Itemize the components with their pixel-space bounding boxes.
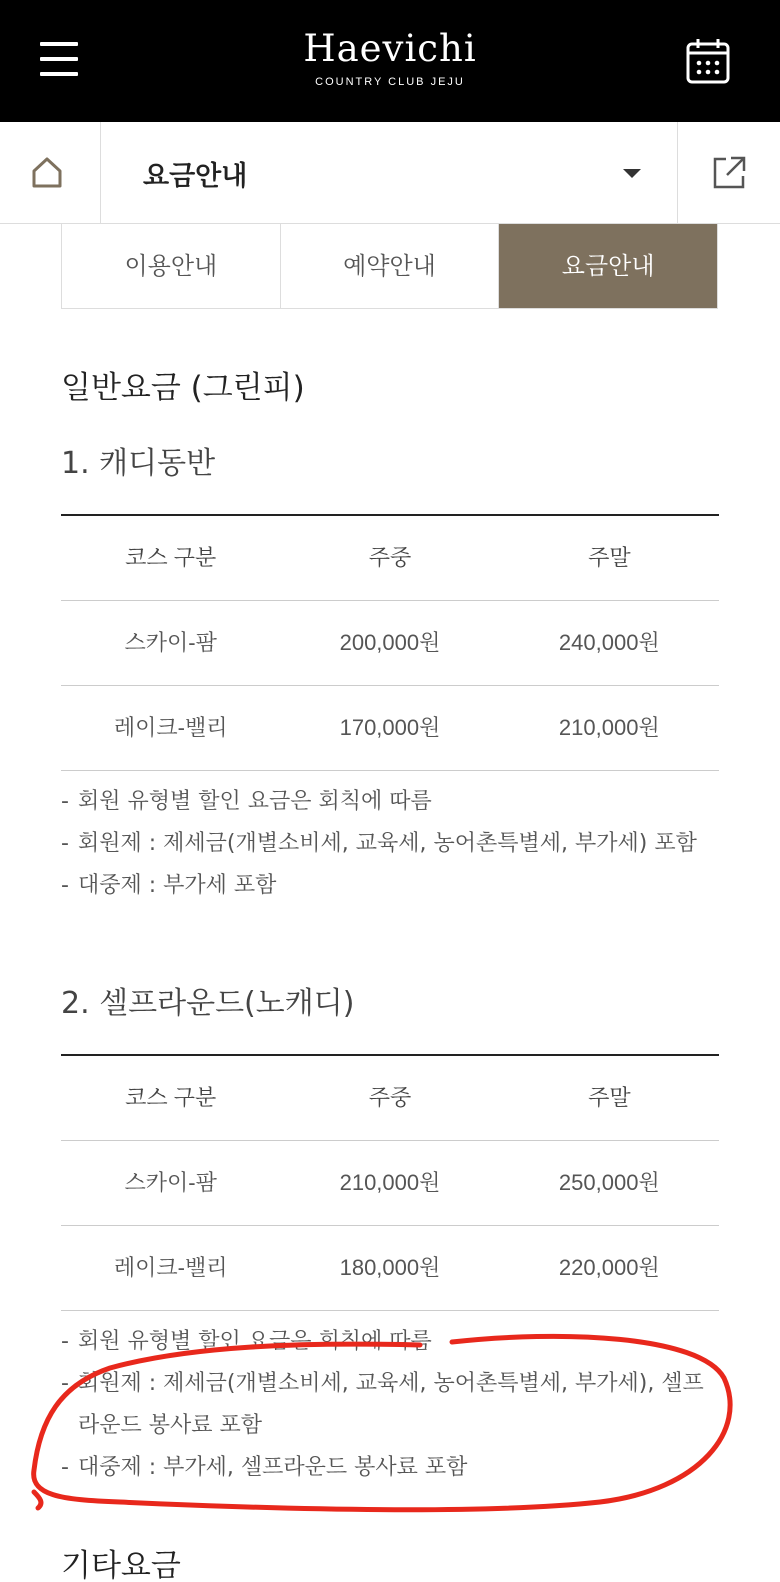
subnav-title[interactable]: 요금안내 <box>143 161 248 192</box>
logo-subtitle: COUNTRY CLUB JEJU <box>315 76 465 88</box>
table-row <box>61 686 719 771</box>
column-header: 주중 <box>368 1085 412 1110</box>
column-header: 코스 구분 <box>125 1085 217 1110</box>
column-header: 주중 <box>368 545 412 570</box>
self-round-notes <box>61 1321 721 1489</box>
weekday-fee: 170,000원 <box>339 715 441 740</box>
sub-navigation <box>0 122 780 224</box>
tab-fee-info[interactable]: 요금안내 <box>499 224 717 308</box>
home-button[interactable] <box>0 122 101 223</box>
course-name: 스카이-팜 <box>124 1170 217 1195</box>
share-button[interactable] <box>677 122 780 223</box>
course-name: 스카이-팜 <box>124 630 217 655</box>
info-tabs <box>61 224 718 309</box>
caddie-notes <box>61 781 721 907</box>
tab-reservation-info[interactable]: 예약안내 <box>281 224 500 308</box>
club-logo[interactable] <box>0 28 780 88</box>
chevron-down-icon[interactable] <box>623 169 641 178</box>
note-item: - 회원제 : 제세금(개별소비세, 교육세, 농어촌특별세, 부가세) 포함 <box>61 823 721 865</box>
weekend-fee: 240,000원 <box>558 630 660 655</box>
caddie-title: 1. 캐디동반 <box>61 446 216 481</box>
column-header: 코스 구분 <box>125 545 217 570</box>
other-fees-title: 기타요금 <box>61 1548 181 1582</box>
top-header-bar <box>0 0 780 122</box>
tab-usage-info[interactable]: 이용안내 <box>62 224 281 308</box>
table-row <box>61 601 719 686</box>
table-row <box>61 1141 719 1226</box>
column-header: 주말 <box>588 545 631 570</box>
table-header-row <box>61 516 719 601</box>
external-link-icon <box>711 155 747 191</box>
course-name: 레이크-밸리 <box>113 1255 228 1280</box>
table-header-row <box>61 1056 719 1141</box>
note-item: - 회원제 : 제세금(개별소비세, 교육세, 농어촌특별세, 부가세), 셀프라운드 봉사료 포함 <box>61 1363 721 1447</box>
weekend-fee: 220,000원 <box>558 1255 660 1280</box>
note-item: - 회원 유형별 할인 요금은 회칙에 따름 <box>61 781 721 823</box>
weekday-fee: 180,000원 <box>339 1255 441 1280</box>
table-row <box>61 1226 719 1311</box>
logo-title: Haevichi <box>303 27 477 70</box>
weekend-fee: 210,000원 <box>558 715 660 740</box>
section-title: 일반요금 (그린피) <box>61 370 305 406</box>
calendar-icon[interactable] <box>686 38 730 84</box>
note-item: - 회원 유형별 할인 요금은 회칙에 따름 <box>61 1321 721 1363</box>
caddie-fee-table <box>61 514 719 771</box>
note-item: - 대중제 : 부가세, 셀프라운드 봉사료 포함 <box>61 1447 721 1489</box>
home-icon <box>31 156 63 188</box>
self-round-title: 2. 셀프라운드(노캐디) <box>61 986 355 1021</box>
weekend-fee: 250,000원 <box>558 1170 660 1195</box>
note-item: - 대중제 : 부가세 포함 <box>61 865 721 907</box>
course-name: 레이크-밸리 <box>113 715 228 740</box>
weekday-fee: 200,000원 <box>339 630 441 655</box>
weekday-fee: 210,000원 <box>339 1170 441 1195</box>
column-header: 주말 <box>588 1085 631 1110</box>
self-round-fee-table <box>61 1054 719 1311</box>
